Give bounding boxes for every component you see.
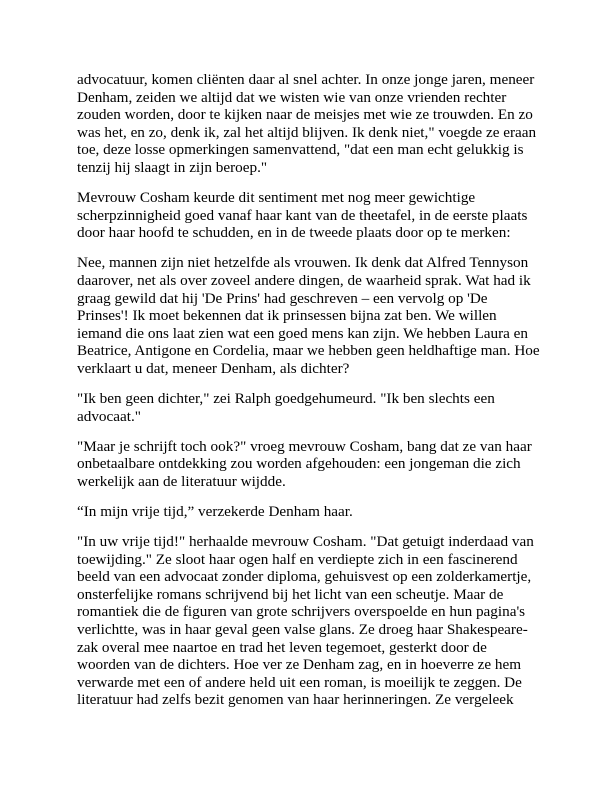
text-line: "Maar je schrijft toch ook?" vroeg mevrouw Cosham, bang dat ze van haar (77, 437, 532, 455)
text-line: Beatrice, Antigone en Cordelia, maar we hebben geen heldhaftige man. Hoe (77, 342, 540, 360)
text-line: advocatuur, komen cliënten daar al snel achter. In onze jonge jaren, meneer (77, 71, 535, 88)
text-line: Mevrouw Cosham keurde dit sentiment met nog meer gewichtige (77, 189, 476, 207)
document-page (77, 71, 540, 722)
text-line: Denham, zeiden we altijd dat we wisten wie van onze vrienden rechter (77, 88, 507, 106)
text-line: tenzij hij slaagt in zijn beroep." (77, 158, 268, 176)
text-line: woorden van de dichters. Hoe ver ze Denham zag, en in hoeverre ze hem (77, 656, 522, 674)
text-line: daarover, net als over zoveel andere dingen, de waarheid sprak. Wat had ik (77, 271, 531, 289)
text-line: verwarde met een of andere held uit een roman, is moeilijk te zeggen. De (77, 673, 522, 691)
paragraph-6 (77, 503, 537, 521)
text-line: door haar hoofd te schudden, en in de tweede plaats door op te merken: (77, 224, 511, 242)
text-line: onsterfelijke romans schrijvend bij het licht van een scheutje. Maar de (77, 585, 504, 603)
text-line: zak overal mee naartoe en trad het leven tegemoet, gesterkt door de (77, 638, 487, 656)
text-line: verklaart u dat, meneer Denham, als dichter? (77, 359, 350, 377)
text-line: scherpzinnigheid goed vanaf haar kant van de theetafel, in de eerste plaats (77, 206, 528, 224)
text-line: verlichtte, was in haar geval geen valse glans. Ze droeg haar Shakespeare- (77, 621, 528, 639)
text-line: "In uw vrije tijd!" herhaalde mevrouw Cosham. "Dat getuigt inderdaad van (77, 533, 534, 551)
paragraph-2 (77, 189, 537, 242)
text-line: romantiek die de figuren van grote schrijvers overspoelde en hun pagina's (77, 603, 526, 621)
text-line: toewijding." Ze sloot haar ogen half en verdiepte zich in een fascinerend (77, 550, 518, 568)
text-line: toe, deze losse opmerkingen samenvattend, "dat een man echt gelukkig is (77, 141, 524, 159)
text-line: advocaat." (77, 407, 141, 425)
text-line: beeld van een advocaat zonder diploma, gehuisvest op een zolderkamertje, (77, 568, 532, 586)
paragraph-4 (77, 390, 537, 425)
text-line: werkelijk aan de literatuur wijdde. (77, 472, 286, 490)
paragraph-1 (77, 71, 537, 177)
text-line: "Ik ben geen dichter," zei Ralph goedgehumeurd. "Ik ben slechts een (77, 390, 495, 407)
text-line: zouden worden, door te kijken naar de meisjes met wie ze trouwden. En zo (77, 106, 533, 124)
text-line: Nee, mannen zijn niet hetzelfde als vrouwen. Ik denk dat Alfred Tennyson (77, 254, 529, 272)
paragraph-3 (77, 254, 540, 377)
text-line: Prinses'! Ik moet bekennen dat ik prinsessen bijna zat ben. We willen (77, 307, 497, 325)
paragraph-7 (77, 533, 537, 709)
text-line: “In mijn vrije tijd,” verzekerde Denham haar. (77, 502, 353, 520)
paragraph-5 (77, 438, 537, 491)
text-line: literatuur had zelfs bezit genomen van haar herinneringen. Ze vergeleek (77, 691, 514, 709)
text-line: graag gewild dat hij 'De Prins' had geschreven – een vervolg op 'De (77, 289, 488, 307)
text-line: onbetaalbare ontdekking zou worden afgehouden: een jongeman die zich (77, 455, 521, 473)
text-line: was het, en zo, denk ik, zal het altijd blijven. Ik denk niet," voegde ze eraan (77, 123, 537, 141)
text-line: iemand die ons laat zien wat een goed mens kan zijn. We hebben Laura en (77, 324, 528, 342)
